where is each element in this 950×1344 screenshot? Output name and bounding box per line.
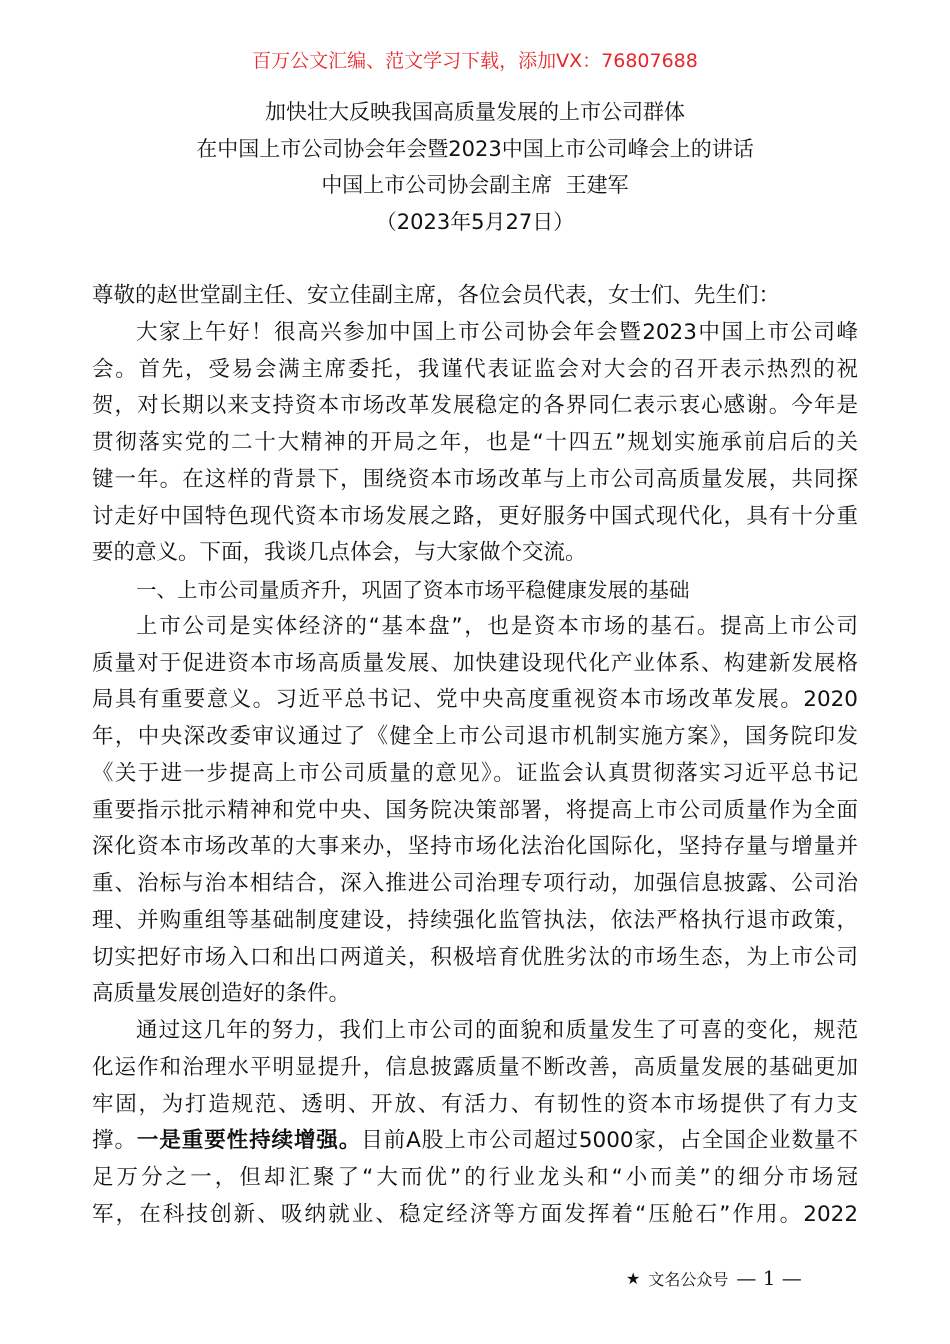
paragraph-line: 讨走好中国特色现代资本市场发展之路，更好服务中国式现代化，具有十分重 [92,503,858,529]
salutation: 尊敬的赵世堂副主任、安立佳副主席，各位会员代表，女士们、先生们： [92,283,781,308]
section-heading: 一、上市公司量质齐升，巩固了资本市场平稳健康发展的基础 [136,578,690,602]
paragraph-line: 牢固，为打造规范、透明、开放、有活力、有韧性的资本市场提供了有力支 [92,1091,858,1117]
paragraph-line: 通过这几年的努力，我们上市公司的面貌和质量发生了可喜的变化，规范 [136,1018,858,1043]
paragraph-line: 军，在科技创新、吸纳就业、稳定经济等方面发挥着“压舱石”作用。2022 [92,1201,858,1227]
document-title-block [0,94,950,241]
paragraph-line-with-bold [92,1123,858,1160]
page-footer [626,1266,802,1290]
paragraph-line: 重要指示批示精神和党中央、国务院决策部署，将提高上市公司质量作为全面 [92,797,858,823]
paragraph-line: 年，中央深改委审议通过了《健全上市公司退市机制实施方案》，国务院印发 [92,724,858,749]
paragraph-line: 重、治标与治本相结合，深入推进公司治理专项行动，加强信息披露、公司治 [92,871,858,896]
text-run: 撑。 [92,1128,137,1154]
paragraph-line: 化运作和治理水平明显提升，信息披露质量不断改善，高质量发展的基础更加 [92,1054,858,1080]
star-icon: ★ [626,1268,641,1288]
document-subtitle: 在中国上市公司协会年会暨2023中国上市公司峰会上的讲话 [196,136,754,161]
paragraph-line: 贯彻落实党的二十大精神的开局之年，也是“十四五”规划实施承前启后的关 [92,430,858,455]
paragraph-line: 质量对于促进资本市场高质量发展、加快建设现代化产业体系、构建新发展格 [92,650,858,676]
speaker-line: 中国上市公司协会副主席 王建军 [321,173,629,198]
footer-label: 文名公众号 [648,1269,729,1289]
paragraph-line: 要的意义。下面，我谈几点体会，与大家做个交流。 [92,540,587,566]
page-number: — 1 — [736,1266,802,1290]
date-line: （2023年5月27日） [375,210,575,235]
document-title: 加快壮大反映我国高质量发展的上市公司群体 [265,100,685,124]
paragraph-line: 上市公司是实体经济的“基本盘”，也是资本市场的基石。提高上市公司 [136,613,858,639]
paragraph-line: 深化资本市场改革的大事来办，坚持市场化法治化国际化，坚持存量与增量并 [92,834,858,860]
paragraph-line: 理、并购重组等基础制度建设，持续强化监管执法，依法严格执行退市政策， [92,907,858,933]
paragraph-line: 键一年。在这样的背景下，围绕资本市场改革与上市公司高质量发展，共同探 [92,466,858,492]
paragraph-line: 《关于进一步提高上市公司质量的意见》。证监会认真贯彻落实习近平总书记 [92,760,858,786]
paragraph-line: 局具有重要意义。习近平总书记、党中央高度重视资本市场改革发展。2020 [92,687,858,713]
paragraph-line: 切实把好市场入口和出口两道关，积极培育优胜劣汰的市场生态，为上市公司 [92,944,858,970]
paragraph-line: 会。首先，受易会满主席委托，我谨代表证监会对大会的召开表示热烈的祝 [92,356,858,382]
bold-key-point: 一是重要性持续增强。 [136,1128,362,1154]
document-body [92,278,858,1234]
paragraph-line: 高质量发展创造好的条件。 [92,981,351,1007]
watermark-banner: 百万公文汇编、范文学习下载，添加VX：76807688 [252,50,698,72]
paragraph-line: 足万分之一，但却汇聚了“大而优”的行业龙头和“小而美”的细分市场冠 [92,1165,858,1190]
paragraph-line: 大家上午好！很高兴参加中国上市公司协会年会暨2023中国上市公司峰 [136,319,858,345]
text-run: 目前A股上市公司超过5000家，占全国企业数量不 [361,1128,858,1154]
paragraph-line: 贺，对长期以来支持资本市场改革发展稳定的各界同仁表示衷心感谢。今年是 [92,393,858,419]
